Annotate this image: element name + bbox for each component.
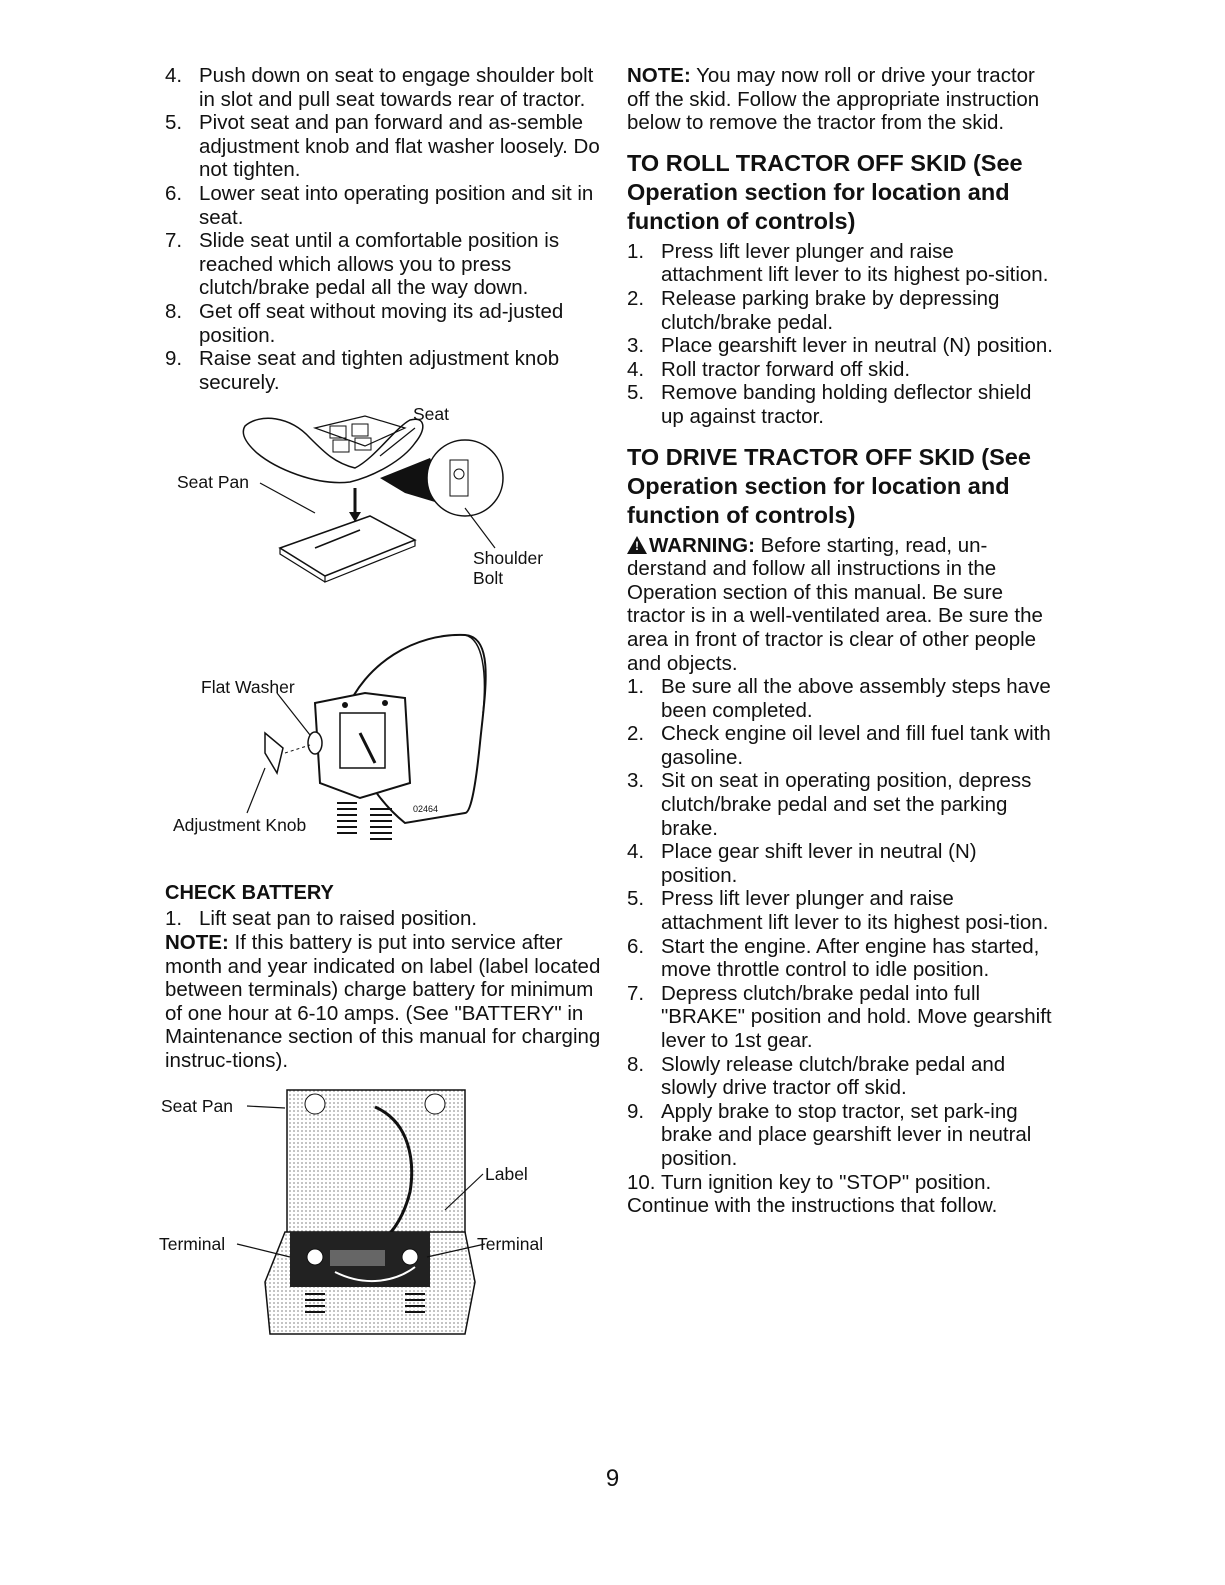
warning-icon: ! <box>627 536 647 554</box>
list-item: 4. Push down on seat to engage shoulder bolt in slot and pull seat towards rear of tractor. <box>165 64 594 111</box>
skid-note: NOTE: You may now roll or drive your tractor off the skid. Follow the appropriate instruction below to remove the tractor from the skid. <box>627 64 1040 135</box>
seat-label: Seat <box>413 404 449 425</box>
flat-washer-label: Flat Washer <box>201 677 295 698</box>
list-item: 3. Sit on seat in operating position, depress clutch/brake pedal and set the parking brake. <box>627 769 1032 840</box>
terminal-right-label: Terminal <box>477 1234 544 1255</box>
battery-seat-pan-label: Seat Pan <box>161 1096 233 1117</box>
right-column <box>627 64 1057 1218</box>
list-item: 10. Turn ignition key to "STOP" position. <box>627 1170 992 1194</box>
list-item: 2. Check engine oil level and fill fuel tank with gasoline. <box>627 722 1051 769</box>
list-item: 6. Lower seat into operating position and sit in seat. <box>165 181 594 229</box>
list-item: 4. Roll tractor forward off skid. <box>627 357 911 381</box>
battery-illustration <box>165 1082 605 1342</box>
list-item: 7. Slide seat until a comfortable position is reached which allows you to press clutch/brake pedal all the way down. <box>165 229 560 300</box>
adjustment-knob-label: Adjustment Knob <box>173 815 307 836</box>
roll-off-skid-heading: TO ROLL TRACTOR OFF SKID (See Operation section for location and function of controls) <box>627 149 1023 234</box>
warning-paragraph: ! WARNING: Before starting, read, un-derstand and follow all instructions in the Operation section of this manual. Be sure tractor is in a well-ventilated area. Be sure the area in front of tractor is clear of other people and objects. <box>627 533 1043 675</box>
seat-pan-label: Seat Pan <box>177 472 249 493</box>
drive-off-skid-heading: TO DRIVE TRACTOR OFF SKID (See Operation section for location and function of controls) <box>627 443 1031 528</box>
drive-off-skid-steps <box>627 675 1057 1194</box>
list-item: 7. Depress clutch/brake pedal into full "BRAKE" position and hold. Move gearshift lever to 1st gear. <box>627 981 1052 1052</box>
roll-off-skid-steps <box>627 240 1057 429</box>
check-battery-heading: CHECK BATTERY <box>165 882 334 905</box>
shoulder-bolt-label-2: Bolt <box>473 568 504 589</box>
list-item: 8. Get off seat without moving its ad-justed position. <box>165 299 564 347</box>
list-item: 9. Raise seat and tighten adjustment knob securely. <box>165 347 560 394</box>
page-number: 9 <box>605 1465 620 1492</box>
closing-text: Continue with the instructions that follow. <box>627 1194 998 1218</box>
list-item: 2. Release parking brake by depressing clutch/brake pedal. <box>627 286 1000 334</box>
list-item: 5. Press lift lever plunger and raise attachment lift lever to its highest posi-tion. <box>627 887 1049 935</box>
list-item: 6. Start the engine. After engine has started, move throttle control to idle position. <box>627 934 1040 982</box>
left-column <box>159 64 605 1342</box>
list-item: 1. Press lift lever plunger and raise attachment lift lever to its highest po-sition. <box>627 239 1049 287</box>
list-item: 4. Place gear shift lever in neutral (N) position. <box>627 840 977 887</box>
shoulder-bolt-label-1: Shoulder <box>473 548 544 569</box>
list-item: 5. Pivot seat and pan forward and as-semble adjustment knob and flat washer loosely. Do not tighten. <box>165 111 600 182</box>
figure-code: 02464 <box>413 804 439 815</box>
seat-pan-figure <box>165 398 605 613</box>
seat-pan-illustration <box>165 398 605 613</box>
seat-assembly-steps <box>165 64 605 394</box>
adjustment-knob-figure <box>165 613 605 873</box>
list-item: 1. Be sure all the above assembly steps have been completed. <box>627 675 1051 722</box>
battery-step-1: 1. Lift seat pan to raised position. <box>165 907 478 931</box>
battery-note: NOTE: If this battery is put into service after month and year indicated on label (label located between terminals) charge battery for minimum of one hour at 6-10 amps. (See "BATTERY" in Maintenance section of this manual for charging instruc-tions). <box>165 930 601 1072</box>
list-item: 3. Place gearshift lever in neutral (N) position. <box>627 334 1053 358</box>
list-item: 5. Remove banding holding deflector shield up against tractor. <box>627 381 1032 428</box>
battery-figure <box>159 1082 605 1342</box>
terminal-left-label: Terminal <box>159 1234 226 1255</box>
battery-label-label: Label <box>485 1164 528 1185</box>
list-item: 9. Apply brake to stop tractor, set park-ing brake and place gearshift lever in neutral position. <box>627 1099 1032 1170</box>
list-item: 8. Slowly release clutch/brake pedal and slowly drive tractor off skid. <box>627 1052 1006 1100</box>
